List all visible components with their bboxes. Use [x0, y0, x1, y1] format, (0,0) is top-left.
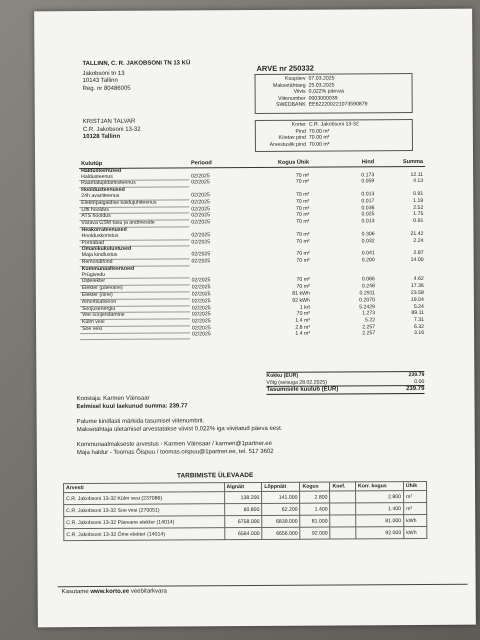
consumption-cell: 6758.000 [224, 515, 262, 527]
line-price: 1.273 [362, 310, 376, 317]
consumption-table [63, 481, 427, 541]
line-unit: kWh [299, 290, 310, 297]
line-price: 0.059 [361, 178, 375, 185]
section-title: Hooldusteenused [81, 186, 125, 194]
line-price: 0.2070 [359, 297, 376, 304]
consumption-cell: C.R. Jakobsoni 13-32 Päevane elekter (14014) [64, 516, 225, 529]
line-name: Amortisatsioon [80, 299, 190, 306]
company-reg: Reg. nr 80486005 [82, 85, 131, 92]
line-period: 02/2025 [191, 205, 211, 212]
line-qty-value: 70 [296, 251, 303, 258]
line-sum: 1.19 [413, 197, 424, 204]
line-unit: kWh [299, 297, 310, 304]
line-period: 02/2025 [191, 199, 210, 206]
consumption-cell: 6656.000 [262, 527, 300, 539]
line-name: Elekter (päevane) [80, 285, 190, 292]
line-name: Haldusteenus [79, 174, 189, 181]
line-unit: m² [303, 251, 310, 258]
line-sum: 17.36 [410, 283, 424, 290]
line-period: 02/2025 [191, 304, 211, 311]
line-period: 02/2025 [191, 291, 211, 298]
consumption-col-header: Lõppnäit [262, 482, 300, 491]
consumption-title: TARBIMISTE ÜLEVAADE [176, 472, 254, 480]
line-name: Maja kindlustus [80, 253, 190, 260]
line-price: 0.013 [361, 191, 375, 198]
line-price: 0.017 [361, 198, 375, 205]
company-block [82, 60, 190, 93]
line-name: Soe vesi [80, 326, 190, 333]
line-qty-value: 92 [292, 297, 299, 304]
line-qty-value: 70 [296, 283, 303, 290]
line-name: Vee soojendamine [80, 312, 190, 319]
line-price: 0.032 [361, 237, 375, 244]
line-qty-value: 70 [295, 172, 302, 179]
consumption-cell: m³ [404, 502, 427, 514]
line-unit: m² [303, 283, 310, 290]
line-qty-value: 70 [296, 257, 303, 264]
apartment-field-value: C.R. Jakobsoni 13-32 [308, 121, 359, 128]
line-period: 02/2025 [191, 325, 211, 332]
line-period: 02/2025 [191, 284, 211, 291]
consumption-cell: 60.800 [224, 503, 262, 515]
line-name: 24h avariiteenus [79, 193, 189, 200]
consumption-col-header: Arvesti [64, 483, 225, 493]
consumption-cell: 141.000 [262, 491, 300, 503]
line-period: 02/2025 [191, 318, 211, 325]
apartment-field-label: Pind [295, 128, 306, 135]
apartment-field-value: 70.00 m² [308, 141, 330, 148]
apartment-field-value: 70.00 m² [308, 134, 330, 141]
line-qty-value: 70 [296, 205, 302, 212]
line-price: 0.036 [361, 204, 375, 211]
line-sum: 23.58 [410, 289, 424, 296]
invoice-field-label: SWEDBANK [275, 102, 306, 109]
line-name: Elekter (öine) [80, 292, 190, 299]
consumption-cell [330, 491, 356, 503]
company-street: Jakobsoni tn 13 [82, 70, 125, 77]
apartment-field-label: Arvestuslik pind [269, 141, 306, 148]
company-city: 10143 Tallinn [82, 77, 118, 85]
line-price: 0.025 [361, 211, 375, 218]
volg-label: Võlg (seisuga 28.02.2025) [266, 379, 327, 386]
line-qty-value: 70 [296, 231, 302, 238]
line-qty-value: 81 [292, 290, 299, 297]
invoice-title: ARVE nr 250332 [256, 63, 314, 73]
line-period: 02/2025 [191, 311, 211, 318]
consumption-cell: 1.400 [300, 503, 330, 515]
line-price: 0.200 [361, 257, 375, 264]
consumption-cell: 6839.000 [262, 515, 300, 527]
consumption-col-header: Korr. kogus [355, 482, 403, 491]
consumption-cell: 81.000 [356, 515, 404, 527]
invoice-field-row [258, 101, 410, 109]
line-unit: m² [303, 205, 310, 212]
line-price: 5.2429 [359, 303, 376, 310]
invoice-field-label: Viitenumber [278, 95, 306, 102]
consumption-cell: 62.200 [262, 503, 300, 515]
invoice-field-label: Kuupäev [285, 75, 306, 82]
line-price: 2.257 [362, 324, 376, 331]
consumption-cell: 92.000 [300, 527, 330, 539]
totals-block [266, 371, 424, 395]
line-unit: m² [303, 277, 310, 284]
line-name: Hoolduskoristus [79, 233, 189, 240]
line-period: 02/2025 [191, 179, 210, 186]
line-unit: m² [303, 238, 310, 245]
line-price: 0.041 [361, 250, 375, 257]
line-qty-value: 1 [299, 304, 303, 311]
section-title: Omanikukulustused [81, 246, 132, 253]
line-unit: m² [303, 179, 310, 186]
line-sum: 6.32 [413, 323, 425, 330]
invoice-fields [258, 75, 410, 109]
recipient-name: KRISTJAN TALVAR [82, 118, 136, 126]
line-sum: 2.24 [413, 237, 424, 244]
line-unit: m² [303, 231, 310, 238]
col-period-header: Periood [190, 160, 212, 167]
footer-rule [58, 584, 468, 588]
line-qty-value: 70 [296, 277, 303, 284]
consumption-cell: m³ [403, 490, 426, 502]
line-sum: 0.91 [413, 191, 424, 198]
line-period: 02/2025 [191, 277, 211, 284]
notes-block [76, 395, 282, 457]
apartment-field-label: Köetav pind [278, 134, 306, 142]
line-sum: 4.62 [413, 276, 424, 283]
consumption-col-header: Kogus [300, 482, 330, 491]
line-unit: krt [304, 304, 310, 311]
consumption-cell: 2.800 [355, 491, 403, 503]
recipient-city: 10128 Tallinn [82, 133, 121, 141]
kokku-label: Kokku (EUR) [266, 372, 299, 379]
consumption-cell: C.R. Jakobsoni 13-32 Külm vesi (237086) [64, 492, 225, 505]
footer-text: Kasutame www.korto.ee veebitarkvara [61, 588, 167, 596]
apartment-box [255, 119, 413, 152]
col-item-header: Kulutüp [81, 160, 103, 168]
line-qty-value: 2.8 [295, 324, 303, 331]
tasumisele-label: Tasumisele kuulub (EUR) [266, 386, 339, 394]
col-qty-header: Kogus Ühik [277, 159, 310, 166]
line-sum: 14.00 [410, 256, 424, 264]
line-unit: m² [303, 218, 310, 225]
apartment-field-value: 70.00 m² [308, 128, 330, 135]
apartment-field-row [258, 141, 410, 149]
line-name: Külm vesi [80, 319, 190, 326]
line-sum: 89.11 [411, 310, 424, 317]
apartment-field-label: Korter [291, 121, 306, 128]
line-price: 0.013 [361, 218, 375, 225]
line-period: 02/2025 [191, 219, 211, 226]
line-name: ATS hooldus [79, 213, 189, 220]
line-name: Värava GSM tasu ja andmeside [79, 220, 189, 227]
line-unit: m³ [304, 330, 311, 337]
line-unit: m² [303, 191, 310, 198]
section-title: Haldusteenused [81, 167, 122, 174]
invoice-paper [34, 9, 476, 628]
line-qty-value: 70 [295, 191, 302, 198]
line-name: Prügivedu [80, 272, 190, 279]
invoice-lines-table [79, 160, 426, 340]
line-period: 02/2025 [191, 258, 211, 265]
line-sum: 21.42 [410, 230, 424, 238]
line-name: Elektripaigaldise käidujuhiteenus [79, 200, 189, 207]
line-unit: m² [303, 310, 310, 318]
line-unit: m² [303, 198, 310, 205]
line-qty-value: 1.4 [295, 317, 303, 324]
line-unit: m³ [303, 317, 311, 324]
compiler-note: Koostaja: Karmen Väinsaar [76, 395, 150, 403]
line-period: 02/2025 [191, 298, 211, 305]
consumption-col-header: Ühik [403, 481, 426, 490]
consumption-cell: 81.000 [300, 515, 330, 527]
consumption-cell: C.R. Jakobsoni 13-32 Öine elekter (14014) [64, 528, 225, 541]
line-qty-value: 70 [296, 212, 302, 219]
consumption-body [64, 490, 427, 540]
line-period: 02/2025 [191, 192, 210, 199]
line-sum: 2.52 [413, 204, 424, 211]
consumption-cell [330, 503, 356, 515]
line-sum: 1.75 [413, 211, 424, 218]
line-unit: m² [303, 212, 310, 219]
line-sum: 4.13 [413, 178, 424, 185]
recipient-block [83, 119, 141, 142]
line-price: 0.2911 [359, 290, 375, 297]
volg-value: 0.00 [414, 378, 425, 385]
consumption-cell: 138.200 [224, 491, 262, 503]
consumption-cell: kWh [404, 526, 427, 538]
consumption-cell: kWh [404, 514, 427, 526]
consumption-cell: 2.800 [300, 491, 330, 503]
line-unit: m³ [303, 324, 311, 331]
line-qty-value: 1.4 [295, 330, 303, 337]
line-name: Üldelekter [80, 278, 190, 285]
invoice-field-label: Maksetähtaeg [272, 82, 306, 89]
invoice-field-label: Viivis [293, 88, 306, 95]
kokku-value: 239.79 [408, 371, 425, 379]
line-row [80, 331, 426, 339]
invoice-field-value: EE622200221073590879 [308, 101, 368, 109]
line-sum: 0.91 [413, 218, 424, 225]
line-name [80, 333, 190, 339]
consumption-cell [330, 515, 356, 527]
line-sum: 7.31 [413, 317, 425, 324]
line-sum: 5.24 [413, 303, 424, 310]
section-title: Kommunaalteenused [81, 265, 135, 272]
invoice-field-value: 07.03.2025 [308, 75, 335, 82]
line-price: 0.066 [361, 276, 375, 283]
tasumisele-value: 239.79 [406, 386, 425, 393]
apartment-fields [258, 121, 410, 148]
invoice-details-box [255, 73, 413, 114]
consumption-col-header: Algnäit [224, 482, 262, 491]
consumption-cell: 1.400 [356, 503, 404, 515]
line-qty-value: 70 [296, 311, 303, 318]
invoice-lines-body [79, 166, 426, 339]
line-period: 02/2025 [191, 331, 211, 338]
invoice-field-value: 25.03.2025 [308, 82, 335, 89]
payment-note-2: Maksetähtaja ületamisel arvestatakse viivist 0,022% iga viivitatud päeva eest. [76, 425, 283, 433]
line-period: 02/2025 [191, 238, 211, 245]
col-price-header: Hind [361, 159, 375, 166]
line-period: 02/2025 [191, 251, 211, 258]
line-name: Remondifond [80, 259, 190, 266]
line-sum: 3.16 [413, 330, 425, 337]
consumption-cell: 6564.000 [224, 527, 262, 539]
invoice-field-value: 0,022% päevas [308, 88, 345, 95]
consumption-row [64, 526, 427, 540]
line-name: Porirabad [80, 239, 190, 246]
line-name: Raamatupidamisteenus [79, 180, 189, 187]
consumption-cell: 92.000 [356, 527, 404, 539]
line-qty-value: 70 [296, 238, 303, 245]
line-qty-value: 70 [295, 198, 302, 205]
line-period: 02/2025 [191, 212, 211, 219]
consumption-col-header: Koef. [330, 482, 356, 491]
line-qty-value: 70 [296, 218, 302, 225]
recipient-street: C.R. Jakobsoni 13-32 [82, 126, 141, 133]
line-qty [255, 332, 312, 338]
line-period: 02/2025 [191, 173, 210, 180]
line-sum: 19.04 [410, 296, 424, 303]
line-qty-value: 70 [295, 179, 302, 186]
contact-note-2: Maja haldur - Toomas Õispuu / toomas.oispuu@1partner.ee, tel. 517 3602 [76, 448, 274, 456]
line-price: 2.257 [362, 330, 376, 337]
line-sum: 12.11 [410, 171, 424, 178]
invoice-number: 250332 [288, 63, 314, 73]
line-unit: m² [303, 257, 310, 264]
company-name: TALLINN, C. R. JAKOBSONI TN 13 KÜ [82, 60, 191, 68]
invoice-field-value: 0003000039 [308, 95, 338, 102]
col-sum-header: Summa [402, 158, 424, 166]
contact-note-1: Kommunaalmakseste arvestus - Karmen Väinsaar / karmen@1partner.ee [76, 440, 272, 449]
line-price: 0.173 [361, 172, 375, 179]
payment-note-1: Palume kindlasti märkida tasumisel viitenumbrit. [76, 418, 205, 426]
line-name: Soojusenergia [80, 305, 190, 312]
line-price: 0.248 [361, 283, 375, 290]
line-sum: 2.87 [413, 250, 424, 257]
section-title: Heakorrateenused [81, 226, 127, 234]
footer-brand-link[interactable]: www.korto.ee [90, 588, 130, 596]
prev-paid-note: Eelmisel kuul laekunud summa: 239.77 [76, 402, 188, 410]
consumption-cell: C.R. Jakobsoni 13-32 Soe vesi (270051) [64, 504, 225, 517]
line-price: 0.306 [361, 231, 375, 238]
line-unit: m² [303, 172, 310, 179]
line-period: 02/2025 [191, 232, 211, 239]
line-price: 5.22 [365, 317, 376, 324]
consumption-cell [330, 527, 356, 539]
line-name: Lifti hooldus [79, 206, 189, 213]
